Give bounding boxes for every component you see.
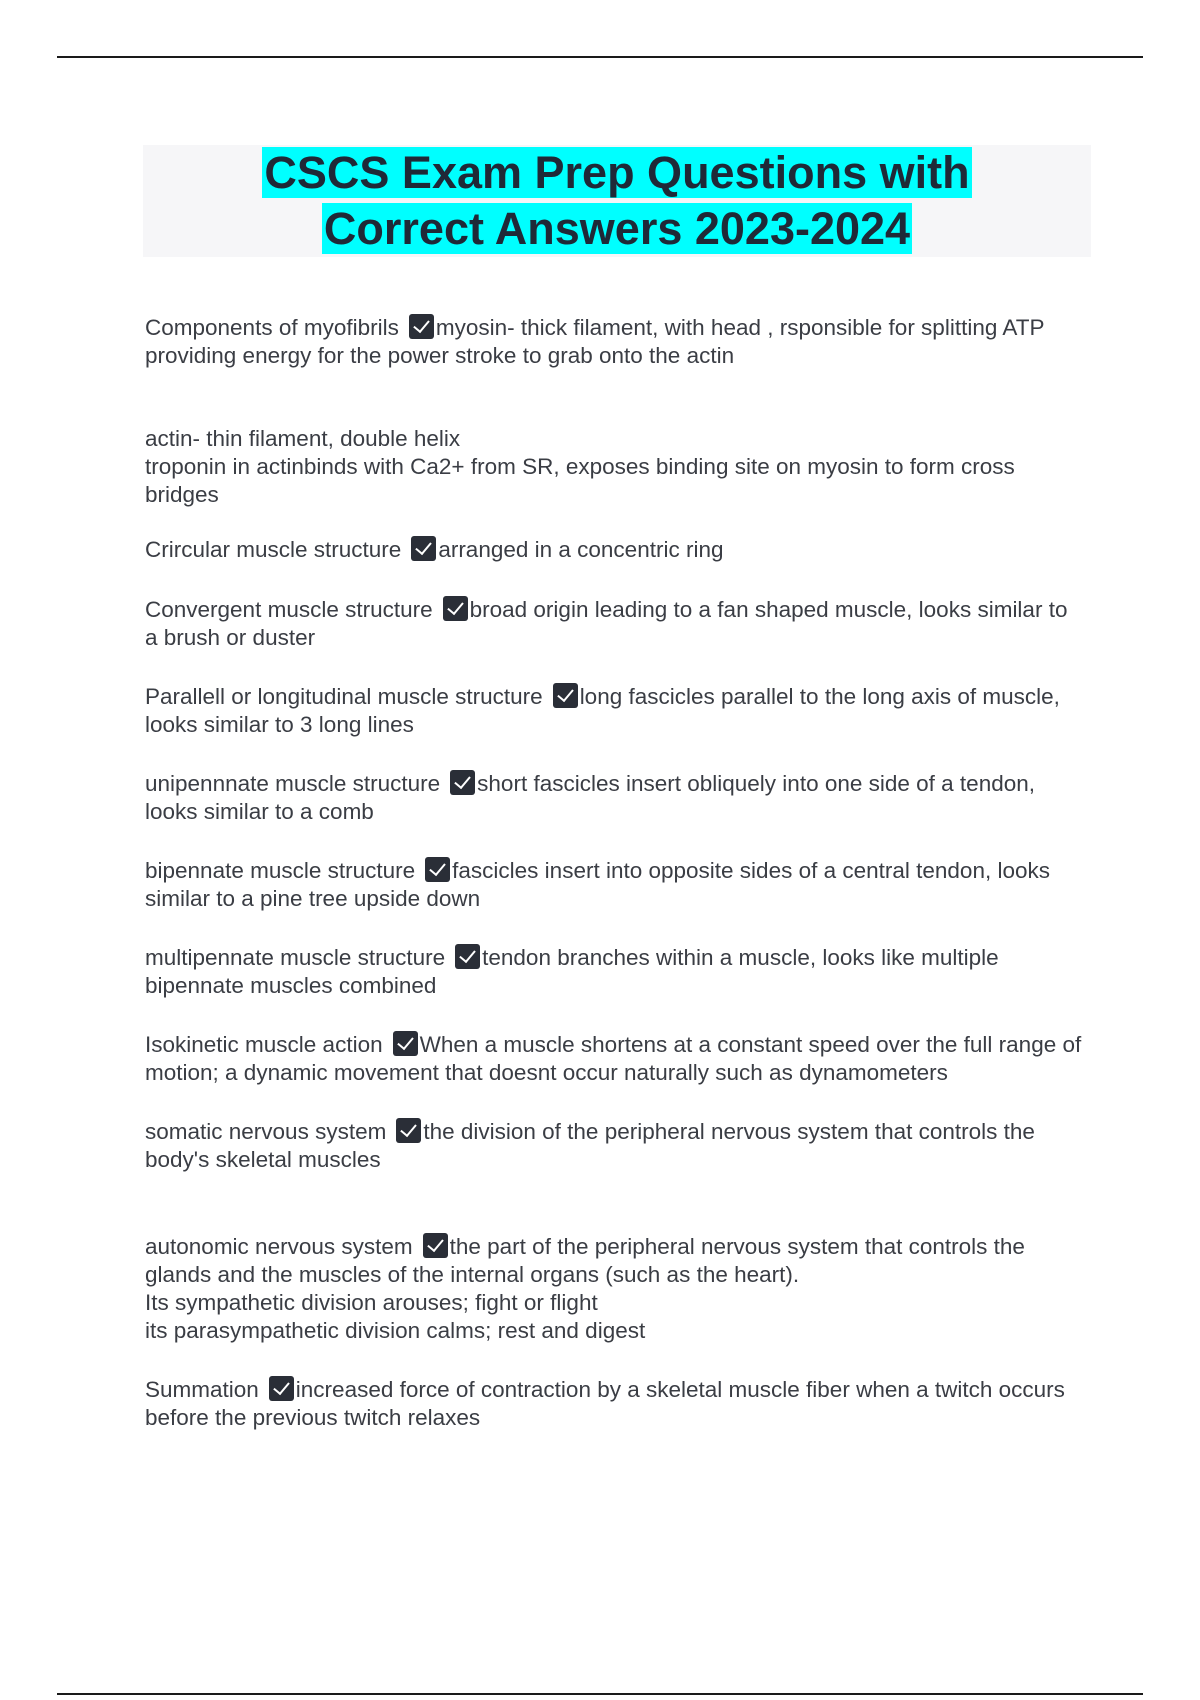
question-text: Crircular muscle structure (145, 537, 402, 562)
answer-text: the division of the peripheral nervous system that controls the body's skeletal muscles (145, 1119, 1035, 1172)
answer-text: tendon branches within a muscle, looks like multiple bipennate muscles combined (145, 945, 999, 998)
qa-item (145, 536, 1085, 564)
question-text: Convergent muscle structure (145, 597, 433, 622)
answer-text: fascicles insert into opposite sides of a central tendon, looks similar to a pine tree upside down (145, 858, 1050, 911)
question-text: autonomic nervous system (145, 1234, 413, 1259)
qa-list (145, 314, 1085, 1432)
qa-item (145, 1376, 1085, 1432)
answer-text: increased force of contraction by a skeletal muscle fiber when a twitch occurs before the previous twitch relaxes (145, 1377, 1065, 1430)
top-rule (57, 56, 1143, 58)
qa-item (145, 944, 1085, 1000)
checkbox-checked-icon (411, 536, 436, 561)
checkbox-checked-icon (423, 1233, 448, 1258)
qa-item (145, 314, 1085, 370)
bottom-rule (57, 1693, 1143, 1695)
qa-item (145, 1205, 1085, 1345)
checkbox-checked-icon (425, 857, 450, 882)
question-text: unipennnate muscle structure (145, 771, 441, 796)
question-text: multipennate muscle structure (145, 945, 446, 970)
title-line-1: CSCS Exam Prep Questions with (264, 147, 970, 198)
question-text: Summation (145, 1377, 259, 1402)
checkbox-checked-icon (450, 770, 475, 795)
qa-item (145, 857, 1085, 913)
checkbox-checked-icon (269, 1376, 294, 1401)
question-text: Isokinetic muscle action (145, 1032, 383, 1057)
checkbox-checked-icon (443, 596, 468, 621)
title-line-2: Correct Answers 2023-2024 (323, 203, 911, 254)
checkbox-checked-icon (393, 1031, 418, 1056)
answer-text: the part of the peripheral nervous system that controls the glands and the muscles of the internal organs (such as the heart). Its sympathetic division arouses; fight or flight its parasympathetic division calms; rest and digest (145, 1234, 1025, 1343)
answer-text: arranged in a concentric ring (438, 537, 724, 562)
checkbox-checked-icon (455, 944, 480, 969)
qa-item (145, 397, 1085, 509)
qa-item (145, 683, 1085, 739)
question-text: bipennate muscle structure (145, 858, 416, 883)
title-banner (143, 145, 1091, 257)
qa-item (145, 596, 1085, 652)
qa-item (145, 1031, 1085, 1087)
checkbox-checked-icon (409, 314, 434, 339)
answer-text: short fascicles insert obliquely into one side of a tendon, looks similar to a comb (145, 771, 1036, 824)
checkbox-checked-icon (396, 1118, 421, 1143)
answer-text: long fascicles parallel to the long axis of muscle, looks similar to 3 long lines (145, 684, 1060, 737)
question-text: Parallell or longitudinal muscle structure (145, 684, 543, 709)
question-text: Components of myofibrils (145, 315, 399, 340)
qa-item (145, 770, 1085, 826)
answer-text: When a muscle shortens at a constant speed over the full range of motion; a dynamic movement that doesnt occur naturally such as dynamometers (145, 1032, 1082, 1085)
answer-text: myosin- thick filament, with head , rsponsible for splitting ATP providing energy for the power stroke to grab onto the actin (145, 315, 1045, 368)
answer-text: actin- thin filament, double helix troponin in actinbinds with Ca2+ from SR, exposes binding site on myosin to form cross bridges (145, 426, 1015, 507)
checkbox-checked-icon (553, 683, 578, 708)
answer-text: broad origin leading to a fan shaped muscle, looks similar to a brush or duster (145, 597, 1068, 650)
qa-item (145, 1118, 1085, 1174)
question-text: somatic nervous system (145, 1119, 387, 1144)
